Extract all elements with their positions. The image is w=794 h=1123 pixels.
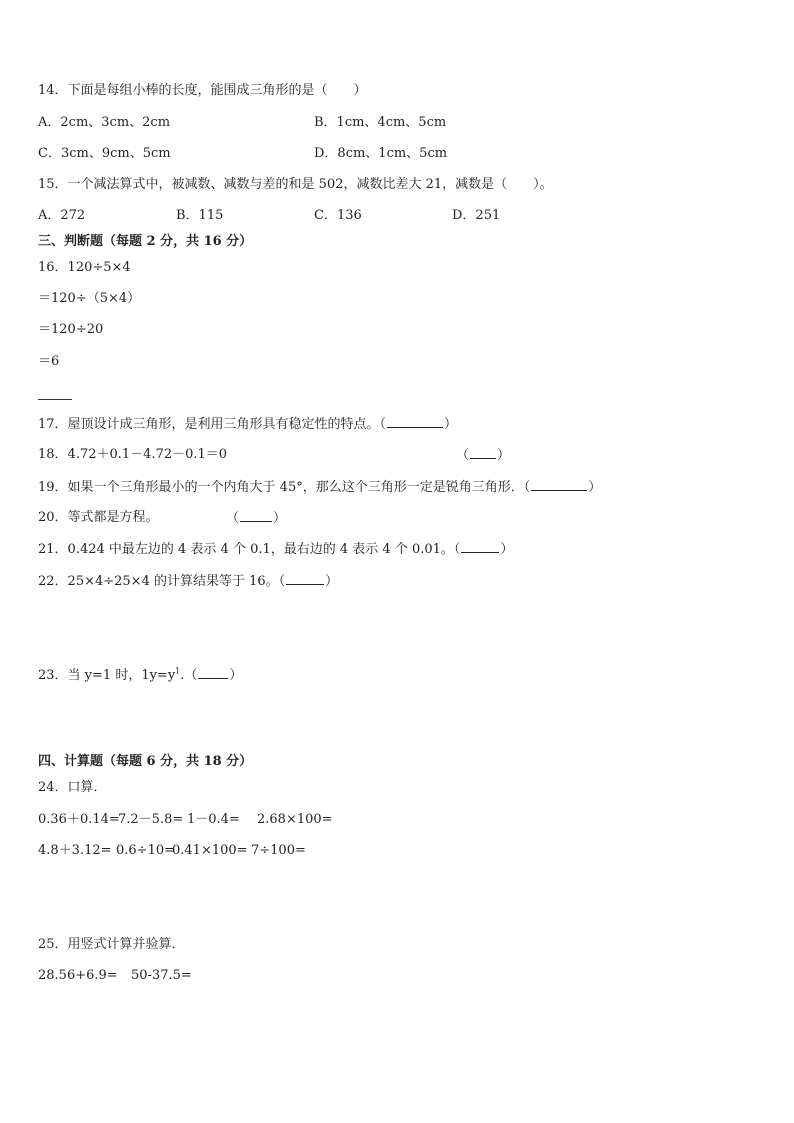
question-14-option-a: A．2cm、3cm、2cm xyxy=(38,115,171,130)
question-23-text-a: 23．当 y=1 时，1y=y xyxy=(38,668,176,683)
question-24-stem: 24．口算． xyxy=(38,780,107,795)
question-23-answer-blank[interactable] xyxy=(198,666,228,679)
question-24-item-8: 7÷100= xyxy=(251,843,306,858)
question-15-option-b: B．115 xyxy=(176,208,224,223)
question-24-item-4: 2.68×100= xyxy=(257,812,333,827)
question-24-item-3: 1－0.4= xyxy=(187,812,240,827)
question-18-text: 18．4.72＋0.1－4.72－0.1＝0 xyxy=(38,447,228,462)
question-15-option-a: A．272 xyxy=(38,208,86,223)
question-17-answer-blank[interactable] xyxy=(387,415,443,428)
question-23 xyxy=(38,666,242,685)
question-16-line-3: ＝120÷20 xyxy=(38,322,104,337)
question-22-close-paren: ） xyxy=(325,574,339,589)
question-20-text: 20．等式都是方程。 xyxy=(38,510,159,525)
question-24-item-6: 0.6÷10= xyxy=(116,843,176,858)
question-14-option-d: D．8cm、1cm、5cm xyxy=(314,146,448,161)
question-18-answer xyxy=(456,446,510,465)
question-25-item-2: 50-37.5= xyxy=(131,968,192,983)
question-20-answer-blank[interactable] xyxy=(240,509,272,522)
question-21-answer-blank[interactable] xyxy=(461,540,499,553)
question-17-text: 17．屋顶设计成三角形，是利用三角形具有稳定性的特点。（ xyxy=(38,417,387,432)
question-14-stem: 14．下面是每组小棒的长度，能围成三角形的是（ ） xyxy=(38,83,367,98)
question-19-answer-blank[interactable] xyxy=(531,478,587,491)
question-22 xyxy=(38,572,338,591)
question-15-option-c: C．136 xyxy=(314,208,362,223)
question-22-text: 22．25×4÷25×4 的计算结果等于 16。（ xyxy=(38,574,286,589)
section-3-title: 三、判断题（每题 2 分，共 16 分） xyxy=(38,234,253,249)
question-17-close-paren: ） xyxy=(444,417,458,432)
question-20-open-paren: （ xyxy=(226,511,240,526)
question-20-close-paren: ） xyxy=(273,511,287,526)
question-18-close-paren: ） xyxy=(497,448,511,463)
question-23-close-paren: ） xyxy=(229,668,243,683)
question-19-close-paren: ） xyxy=(588,480,602,495)
question-15-stem: 15．一个减法算式中，被减数、减数与差的和是 502，减数比差大 21，减数是（ ）。 xyxy=(38,177,553,192)
question-16-answer-blank[interactable] xyxy=(38,399,72,400)
question-21 xyxy=(38,540,513,559)
question-24-item-1: 0.36＋0.14= xyxy=(38,812,120,827)
question-17 xyxy=(38,415,457,434)
question-20-answer xyxy=(226,509,286,528)
question-14-option-b: B．1cm、4cm、5cm xyxy=(314,115,447,130)
question-19 xyxy=(38,478,601,497)
question-24-item-7: 0.41×100= xyxy=(172,843,248,858)
section-4-title: 四、计算题（每题 6 分，共 18 分） xyxy=(38,754,253,769)
question-21-text: 21．0.424 中最左边的 4 表示 4 个 0.1，最右边的 4 表示 4 个 0.01。（ xyxy=(38,542,461,557)
question-24-item-2: 7.2－5.8= xyxy=(118,812,184,827)
question-23-text-b: .（ xyxy=(180,668,198,683)
question-18-answer-blank[interactable] xyxy=(470,446,496,459)
question-16-line-1: 16．120÷5×4 xyxy=(38,260,131,275)
question-18-open-paren: （ xyxy=(456,448,470,463)
question-23-superscript: 1 xyxy=(175,666,181,676)
question-16-line-4: ＝6 xyxy=(38,354,60,369)
question-24-item-5: 4.8＋3.12= xyxy=(38,843,112,858)
question-25-item-1: 28.56+6.9= xyxy=(38,968,118,983)
question-21-close-paren: ） xyxy=(500,542,514,557)
question-22-answer-blank[interactable] xyxy=(286,572,324,585)
question-16-line-2: ＝120÷（5×4） xyxy=(38,291,141,306)
question-19-text: 19．如果一个三角形最小的一个内角大于 45°，那么这个三角形一定是锐角三角形．（ xyxy=(38,480,531,495)
question-15-option-d: D．251 xyxy=(452,208,501,223)
question-25-stem: 25．用竖式计算并验算． xyxy=(38,937,185,952)
question-14-option-c: C．3cm、9cm、5cm xyxy=(38,146,171,161)
